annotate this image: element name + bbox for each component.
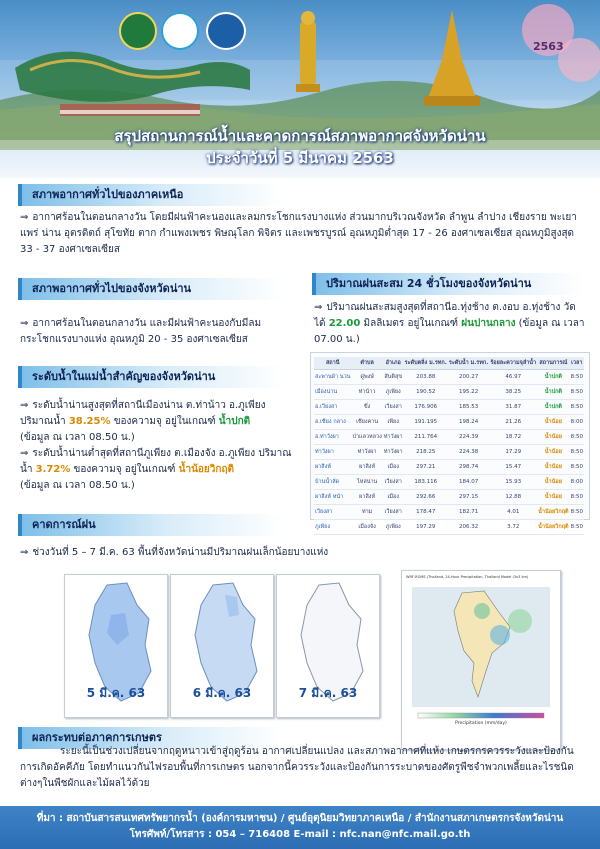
table-row	[314, 430, 584, 445]
table-cell: ป่าแลวหลวง	[351, 430, 382, 445]
table-cell: เชียงคาน	[351, 415, 382, 430]
table-cell: 8:50	[570, 520, 584, 535]
table-cell: 297.21	[404, 460, 448, 475]
table-cell: ขึ่ง	[351, 400, 382, 415]
table-row	[314, 475, 584, 490]
table-cell: 190.52	[404, 385, 448, 400]
forecast-map-day2[interactable]	[170, 574, 274, 718]
table-cell: อ.เวียงสา	[314, 400, 351, 415]
water-note: (ข้อมูล ณ เวลา 08.50 น.)	[20, 480, 135, 491]
table-row	[314, 460, 584, 475]
status-badge: น้ำน้อย	[537, 445, 569, 460]
table-cell: 298.74	[448, 460, 489, 475]
table-cell: 198.24	[448, 415, 489, 430]
table-cell: 3.72	[489, 520, 537, 535]
table-cell: 197.29	[404, 520, 448, 535]
table-header-cell: อำเภอ	[383, 357, 404, 370]
status-badge: น้ำน้อยวิกฤติ	[537, 520, 569, 535]
table-cell: อ.เชียง กลาง	[314, 415, 351, 430]
forecast-text: ⇒ ช่วงวันที่ 5 – 7 มี.ค. 63 พื้นที่จังหวัดน่านมีปริมาณฝนเล็กน้อยบางแห่ง	[20, 547, 329, 558]
status-badge: น้ำน้อย	[537, 475, 569, 490]
table-row	[314, 520, 584, 535]
section-header-forecast: คาดการณ์ฝน	[18, 514, 284, 536]
arrow-icon: ⇒	[314, 302, 323, 313]
table-cell: 12.88	[489, 490, 537, 505]
footer-source: ที่มา : สถาบันสารสนเทศทรัพยากรน้ำ (องค์การมหาชน) / ศูนย์อุตุนิยมวิทยาภาคเหนือ / สำนักงานสภาเกษตรกรจังหวัดน่าน	[36, 813, 564, 824]
logo-ministry	[119, 12, 157, 50]
table-cell: 206.32	[448, 520, 489, 535]
section-header-agriculture: ผลกระทบต่อภาคการเกษตร	[18, 727, 284, 749]
table-cell: ไหล่น่าน	[351, 475, 382, 490]
table-header-cell: ระดับน้ำ ม.รทก.	[448, 357, 489, 370]
forecast-map-day1[interactable]	[64, 574, 168, 718]
section-header-north-weather: สภาพอากาศทั่วไปของภาคเหนือ	[18, 184, 284, 206]
table-row	[314, 445, 584, 460]
section-header-nan-weather: สภาพอากาศทั่วไปของจังหวัดน่าน	[18, 278, 284, 300]
table-cell: 8:00	[570, 475, 584, 490]
water-level-item-low: ⇒ ระดับน้ำน่านต่ำสุดที่สถานีภูเพียง ต.เมืองจัง อ.ภูเพียง ปริมาณน้ำ 3.72% ของความจุ อยู่ในเกณฑ์ น้ำน้อยวิกฤติ (ข้อมูล ณ เวลา 08.50 น.)	[20, 448, 292, 491]
table-cell: 8:50	[570, 445, 584, 460]
table-header-cell: เวลา	[570, 357, 584, 370]
table-cell: 8:50	[570, 385, 584, 400]
table-cell: 46.97	[489, 370, 537, 385]
table-cell: 15.93	[489, 475, 537, 490]
water-percent-high: 38.25%	[68, 416, 111, 427]
nan-weather-text: ⇒ อากาศร้อนในตอนกลางวัน และมีฝนฟ้าคะนองกับมีลมกระโชกแรงบางแห่ง อุณหภูมิ 20 - 35 องศาเซลเซียส	[20, 318, 262, 345]
table-cell: 8:50	[570, 490, 584, 505]
status-badge: น้ำน้อย	[537, 415, 569, 430]
page-date: ประจำวันที่ 5 มีนาคม 2563	[206, 149, 394, 167]
table-cell: 182.71	[448, 505, 489, 520]
table-row	[314, 490, 584, 505]
table-header-cell: ร้อยละความจุลำน้ำ	[489, 357, 537, 370]
table-cell: 31.87	[489, 400, 537, 415]
forecast-map-label: 6 มี.ค. 63	[192, 686, 252, 700]
table-cell: เวียงสา	[383, 400, 404, 415]
table-cell: 185.53	[448, 400, 489, 415]
table-cell: ผาสิงห์	[351, 490, 382, 505]
table-cell: 8:50	[570, 505, 584, 520]
table-header-cell: สถานี	[314, 357, 351, 370]
table-cell: 297.15	[448, 490, 489, 505]
north-weather-text: ⇒ อากาศร้อนในตอนกลางวัน โดยมีฝนฟ้าคะนองและลมกระโชกแรงบางแห่ง ส่วนมากบริเวณจังหวัด ลำพูน ลำปาง เชียงราย พะเยา แพร่ น่าน อุตรดิตถ์ สุโขทัย ตาก กำแพงเพชร พิษณุโลก พิจิตร และเพชรบูรณ์ อุณหภูมิต่ำสุด 17 - 26 องศาเซลเซียส อุณหภูมิสูงสุด 33 - 37 องศาเซลเซียส	[20, 212, 577, 255]
table-cell: 178.47	[404, 505, 448, 520]
table-cell: 8:00	[570, 415, 584, 430]
table-cell: ท่าวังผา	[383, 445, 404, 460]
water-status-critical: น้ำน้อยวิกฤติ	[178, 464, 235, 475]
table-cell: 200.27	[448, 370, 489, 385]
status-badge: น้ำปกติ	[537, 400, 569, 415]
table-cell: 191.195	[404, 415, 448, 430]
table-cell: ผาสิงห์	[351, 460, 382, 475]
status-badge: น้ำน้อย	[537, 460, 569, 475]
page-title: สรุปสถานการณ์น้ำและคาดการณ์สภาพอากาศจังหวัดน่าน	[114, 127, 486, 145]
water-status-normal: น้ำปกติ	[218, 416, 251, 427]
water-note: (ข้อมูล ณ เวลา 08.50 น.)	[20, 432, 135, 443]
table-cell: 183.116	[404, 475, 448, 490]
table-cell: 176.906	[404, 400, 448, 415]
table-cell: บ้านน้ำลัด	[314, 475, 351, 490]
section-header-rain: ปริมาณฝนสะสม 24 ชั่วโมงของจังหวัดน่าน	[312, 273, 584, 295]
table-cell: สะพานผ้า นวน	[314, 370, 351, 385]
arrow-icon: ⇒	[20, 400, 29, 411]
table-cell: ท่าวังผา	[383, 430, 404, 445]
section-header-water-level: ระดับน้ำในแม่น้ำสำคัญของจังหวัดน่าน	[18, 366, 284, 388]
table-cell: 203.88	[404, 370, 448, 385]
logo-hii	[161, 12, 199, 50]
table-cell: ท่าน้าว	[351, 385, 382, 400]
table-cell: เวียงสา	[383, 505, 404, 520]
year-badge: 2563	[533, 40, 564, 53]
status-badge: น้ำน้อยวิกฤติ	[537, 505, 569, 520]
agriculture-text: ระยะนี้เป็นช่วงเปลี่ยนจากฤดูหนาวเข้าสู่ฤดูร้อน อากาศเปลี่ยนแปลง และสภาพอากาศที่แห้ง เกษตรกรควรระวังและป้องกันการเกิดอัคคีภัย โดยทำแนวกันไฟรอบพื้นที่การเกษตร นอกจากนี้ควรระวังและป้องกันการระบาดของศัตรูพืชจำพวกเพลี้ยและไรชนิดต่างๆในพืชผักและไม้ผลไว้ด้วย	[20, 746, 574, 789]
arrow-icon: ⇒	[20, 318, 29, 329]
arrow-icon: ⇒	[20, 547, 29, 558]
table-cell: 8:50	[570, 430, 584, 445]
table-header-cell: ระดับตลิ่ง ม.รทก.	[404, 357, 448, 370]
table-cell: 18.72	[489, 430, 537, 445]
wrf-map-title: WRF-ROMS (Thailand, 24-Hour Precipitation, Thailand Model (3x3 km)	[406, 575, 529, 579]
table-cell: เวียงสา	[314, 505, 351, 520]
header-banner	[0, 0, 600, 178]
rain-level: ฝนปานกลาง	[461, 318, 516, 329]
table-cell: 17.29	[489, 445, 537, 460]
table-cell: เพียง	[383, 415, 404, 430]
table-cell: 292.66	[404, 490, 448, 505]
table-row	[314, 505, 584, 520]
table-cell: ผาสิงห์ หน้า	[314, 490, 351, 505]
table-row	[314, 400, 584, 415]
arrow-icon: ⇒	[20, 448, 29, 459]
rain-summary-text: ⇒ ปริมาณฝนสะสมสูงสุดที่สถานีอ.ทุ่งช้าง ต.งอบ อ.ทุ่งช้าง วัดได้ 22.00 มิลลิเมตร อยู่ในเกณฑ์ ฝนปานกลาง (ข้อมูล ณ เวลา 07.00 น.)	[314, 302, 585, 345]
status-badge: น้ำน้อย	[537, 430, 569, 445]
table-cell: สันติสุข	[383, 370, 404, 385]
water-percent-low: 3.72%	[35, 464, 71, 475]
rain-amount: 22.00	[328, 318, 361, 329]
table-cell: ท่าวังผา	[314, 445, 351, 460]
wrf-legend-label: Precipitation (mm/day)	[455, 721, 507, 726]
status-badge: น้ำปกติ	[537, 385, 569, 400]
table-cell: 224.39	[448, 430, 489, 445]
table-cell: 184.07	[448, 475, 489, 490]
footer-contact: โทรศัพท์/โทรสาร : 054 – 716408 E-mail : nfc.nan@nfc.mail.go.th	[129, 829, 471, 840]
table-cell: 195.22	[448, 385, 489, 400]
status-badge: น้ำปกติ	[537, 370, 569, 385]
table-header-cell: สถานการณ์	[537, 357, 569, 370]
logo-weather	[206, 12, 246, 50]
status-badge: น้ำน้อย	[537, 490, 569, 505]
forecast-map-day3[interactable]	[276, 574, 380, 718]
table-cell: อ.ท่าวังผา	[314, 430, 351, 445]
table-cell: 8:50	[570, 460, 584, 475]
wrf-map-card[interactable]	[401, 570, 561, 750]
table-cell: 4.01	[489, 505, 537, 520]
water-level-item-high: ⇒ ระดับน้ำน่านสูงสุดที่สถานีเมืองน่าน ต.ท่าน้าว อ.ภูเพียง ปริมาณน้ำ 38.25% ของความจุ อยู่ในเกณฑ์ น้ำปกติ (ข้อมูล ณ เวลา 08.50 น.)	[20, 400, 266, 443]
table-cell: ดู่พงษ์	[351, 370, 382, 385]
table-cell: 21.26	[489, 415, 537, 430]
table-cell: 8:50	[570, 400, 584, 415]
table-cell: ภูเพียง	[383, 385, 404, 400]
table-cell: ผาสิงห์	[314, 460, 351, 475]
table-cell: 8:50	[570, 370, 584, 385]
footer	[0, 806, 600, 849]
table-cell: ท่าวังผา	[351, 445, 382, 460]
table-cell: 211.764	[404, 430, 448, 445]
table-cell: 15.47	[489, 460, 537, 475]
table-cell: ภูเพียง	[383, 520, 404, 535]
table-cell: 218.25	[404, 445, 448, 460]
table-cell: เมือง	[383, 460, 404, 475]
table-cell: 38.25	[489, 385, 537, 400]
arrow-icon: ⇒	[20, 212, 29, 223]
table-cell: ภูเพียง	[314, 520, 351, 535]
table-cell: ท่าม	[351, 505, 382, 520]
table-cell: เวียงสา	[383, 475, 404, 490]
forecast-map-label: 7 มี.ค. 63	[298, 686, 358, 700]
table-row	[314, 370, 584, 385]
table-row	[314, 415, 584, 430]
table-cell: เมือง	[383, 490, 404, 505]
station-table	[314, 357, 584, 535]
table-cell: เมืองจัง	[351, 520, 382, 535]
table-row	[314, 385, 584, 400]
table-cell: 224.38	[448, 445, 489, 460]
forecast-map-label: 5 มี.ค. 63	[86, 686, 146, 700]
table-cell: เมืองน่าน	[314, 385, 351, 400]
table-header-cell: ตำบล	[351, 357, 382, 370]
